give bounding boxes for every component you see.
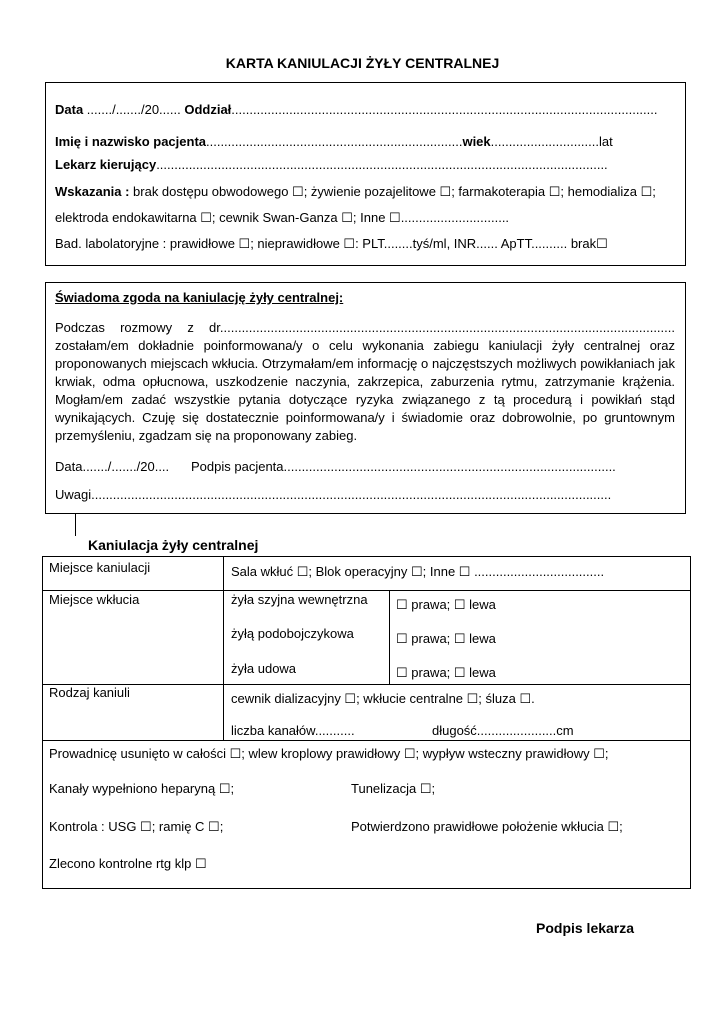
xray-ordered-check[interactable]: Zlecono kontrolne rtg klp ☐ <box>49 856 207 871</box>
ward-field[interactable]: ...................................................................................................................... <box>231 102 658 117</box>
patient-name-label: Imię i nazwisko pacjenta <box>55 134 206 149</box>
cannulation-place-options[interactable]: Sala wkłuć ☐; Blok operacyjny ☐; Inne ☐ .................................... <box>231 564 605 579</box>
consent-text: Podczas rozmowy z dr.............................................................................................................................. zostałam/em dokładnie poinformowana/y o celu wykonania zabiegu kaniulacji żyły centralnej oraz proponowanych miejscach wkłucia. Otrzymałam/em informację o najczęstszych możliwych powikłaniach jak krwiak, odma opłucnowa, uszkodzenie naczynia, zakrzepica, zaburzenia rytmu, zatrzymanie krążenia. Mogłam/em zadać wszystkie pytania dotyczące ryzyka związanego z tą procedurą i powikłań stąd wynikających. Czuję się dostatecznie poinformowana/y i świadomie oraz dobrowolnie, po gruntownym przemyśleniu, zgadzam się na proponowany zabieg. <box>55 320 675 443</box>
heparin-check[interactable]: Kanały wypełniono heparyną ☐; <box>49 781 235 796</box>
row-divider <box>42 590 691 591</box>
control-method-checks[interactable]: Kontrola : USG ☐; ramię C ☐; <box>49 819 224 834</box>
indications-row <box>55 184 656 200</box>
consent-date[interactable]: Data......./......./20.... <box>55 459 170 474</box>
position-confirmed-check[interactable]: Potwierdzono prawidłowe położenie wkłucia ☐; <box>351 819 623 834</box>
lab-tests-row[interactable]: Bad. labolatoryjne : prawidłowe ☐; nieprawidłowe ☐: PLT........tyś/ml, INR...... ApTT.......... brak☐ <box>55 236 608 251</box>
row-divider <box>42 684 691 685</box>
page-title: KARTA KANIULACJI ŻYŁY CENTRALNEJ <box>225 55 500 71</box>
section-title: Kaniulacja żyły centralnej <box>88 537 259 553</box>
referring-doctor-row <box>55 157 608 172</box>
referring-doctor-field[interactable]: ............................................................................................................................. <box>156 157 608 172</box>
ward-label: Oddział <box>184 102 232 117</box>
consent-heading: Świadoma zgoda na kaniulację żyły centralnej: <box>55 290 344 305</box>
vein-femoral-side-options[interactable]: ☐ prawa; ☐ lewa <box>396 665 496 680</box>
vein-subclavian-label: żyłą podobojczykowa <box>231 626 354 641</box>
vein-subclavian-side-options[interactable]: ☐ prawa; ☐ lewa <box>396 631 496 646</box>
catheter-type-label: Rodzaj kaniuli <box>49 685 130 700</box>
indications-label: Wskazania : <box>55 184 130 199</box>
connector-line <box>75 514 76 536</box>
remarks-field[interactable]: Uwagi................................................................................................................................................ <box>55 487 612 502</box>
cannulation-place-label: Miejsce kaniulacji <box>49 560 151 575</box>
age-field[interactable]: ..............................lat <box>490 134 613 149</box>
vein-femoral-label: żyła udowa <box>231 661 297 676</box>
guidewire-checks[interactable]: Prowadnicę usunięto w całości ☐; wlew kroplowy prawidłowy ☐; wypływ wsteczny prawidłowy ☐; <box>49 746 609 761</box>
date-field[interactable]: ......./......./20...... <box>83 102 185 117</box>
date-row <box>55 102 658 117</box>
row-divider <box>42 740 691 741</box>
indications-options[interactable]: brak dostępu obwodowego ☐; żywienie pozajelitowe ☐; farmakoterapia ☐; hemodializa ☐; <box>129 184 656 199</box>
column-divider <box>223 556 224 740</box>
puncture-site-label: Miejsce wkłucia <box>49 592 140 607</box>
channel-count-field[interactable]: liczba kanałów........... <box>231 723 355 738</box>
vein-jugular-side-options[interactable]: ☐ prawa; ☐ lewa <box>396 597 496 612</box>
patient-signature-field[interactable]: Podpis pacjenta............................................................................................ <box>191 459 616 474</box>
date-label: Data <box>55 102 84 117</box>
patient-name-row <box>55 134 613 149</box>
length-field[interactable]: długość......................cm <box>432 723 574 738</box>
patient-name-field[interactable]: ....................................................................... <box>206 134 463 149</box>
vein-jugular-label: żyła szyjna wewnętrzna <box>231 592 368 607</box>
column-divider <box>389 590 390 684</box>
referring-doctor-label: Lekarz kierujący <box>55 157 157 172</box>
age-label: wiek <box>462 134 491 149</box>
tunneling-check[interactable]: Tunelizacja ☐; <box>351 781 436 796</box>
indications-row-2[interactable]: elektroda endokawitarna ☐; cewnik Swan-Ganza ☐; Inne ☐.............................. <box>55 210 510 225</box>
catheter-type-options[interactable]: cewnik dializacyjny ☐; wkłucie centralne ☐; śluza ☐. <box>231 691 535 706</box>
doctor-signature-label: Podpis lekarza <box>536 920 635 936</box>
